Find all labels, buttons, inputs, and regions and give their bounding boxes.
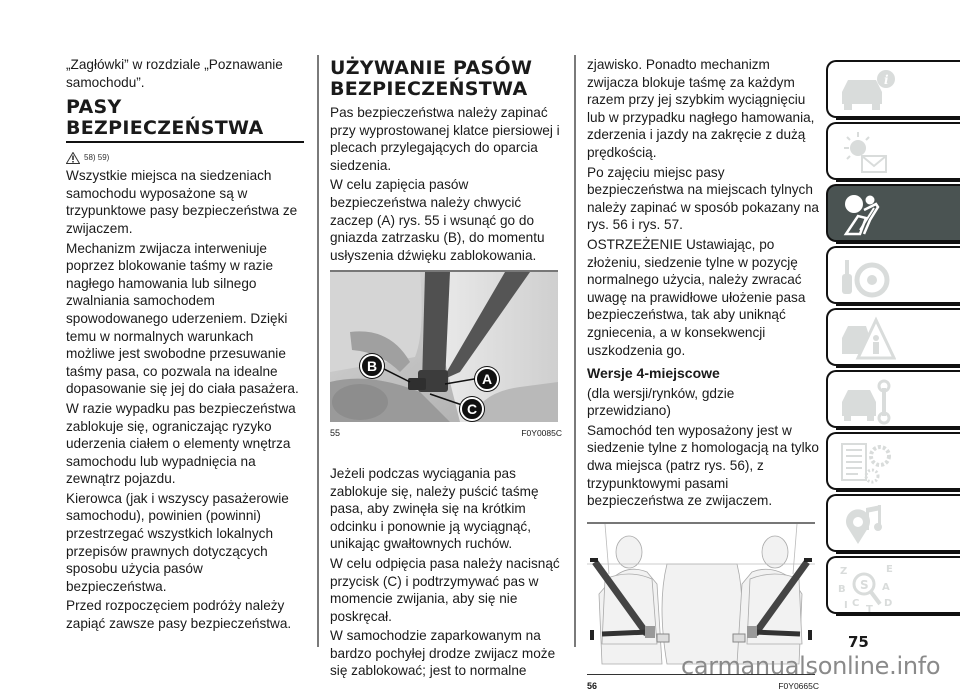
light-message-icon <box>836 128 896 178</box>
tab-divider <box>836 118 960 120</box>
callout-B: B <box>360 354 384 378</box>
figure-56-caption <box>587 678 819 695</box>
car-info-icon <box>836 66 896 116</box>
paragraph: Jeżeli podczas wyciągania pas zablokuje się, należy puścić taśmę pasa, aby zwinęła się na krótkim odcinku i ponownie ją wyciągnąć, unikając gwałtownych ruchów. <box>330 465 539 552</box>
intro-text: „Zagłówki” w rozdziale „Poznawanie samochodu”. <box>66 57 283 90</box>
heading-line-1: PASY <box>66 96 122 119</box>
callout-C: C <box>460 397 484 421</box>
tab-technical-data[interactable] <box>826 432 960 490</box>
paragraph: Mechanizm zwijacza interweniuje poprzez blokowanie taśmy w razie nagłego hamowania lub silnego zwalniania samochodem spowodowanego uderzeniem. Dzięki temu w normalnych warunkach możliwe jest swobodne przesuwanie taśmy pasa, co pozwala na idealne dopasowanie się jej do ciała pasażera. <box>66 240 299 397</box>
paragraph: W razie wypadku pas bezpieczeństwa zablokuje się, ograniczając ryzyko uderzenia ciałem o elementy wnętrza samochodu lub wypadnięcia na zewnątrz pojazdu. <box>66 400 296 487</box>
warning-references <box>66 151 306 165</box>
tab-maintenance[interactable] <box>826 370 960 428</box>
column-divider <box>574 55 576 647</box>
paragraph: Wszystkie miejsca na siedzeniach samochodu wyposażone są w trzypunktowe pasy bezpieczeństwa ze zwijaczem. <box>66 168 298 236</box>
tab-divider <box>836 490 960 492</box>
tab-multimedia[interactable] <box>826 494 960 552</box>
tab-divider <box>836 366 960 368</box>
figure-number: 55 <box>330 428 341 439</box>
heading-line-1: UŻYWANIE PASÓW <box>330 57 533 79</box>
music-location-icon <box>836 500 896 550</box>
column-2 <box>330 56 562 682</box>
figure-55 <box>330 270 562 443</box>
tab-emergency[interactable] <box>826 308 960 366</box>
tab-starting-driving[interactable] <box>826 246 960 304</box>
svg-text:S: S <box>860 578 869 592</box>
svg-text:D: D <box>884 598 893 609</box>
warning-ref-numbers[interactable]: 58) 59) <box>84 153 110 163</box>
list-gears-icon <box>836 438 896 488</box>
svg-text:Z: Z <box>840 566 848 577</box>
tab-divider <box>836 304 960 306</box>
paragraph: Kierowca (jak i wszyscy pasażerowie samochodu), powinien (powinni) przestrzegać wszystkich lokalnych przepisów prawnych dotyczących sposobu użycia pasów bezpieczeństwa. <box>66 490 289 594</box>
tab-divider <box>836 242 960 244</box>
figure-code: F0Y0085C <box>521 428 562 439</box>
paragraph: zjawisko. Ponadto mechanizm zwijacza blokuje taśmę za każdym razem przy jej szybkim wyciągnięciu lub w przypadku nagłego hamowania, zderzenia i jazdy na zakręcie z dużą prędkością. <box>587 57 815 160</box>
car-wrench-icon <box>836 376 896 426</box>
paragraph: Pas bezpieczeństwa należy zapinać przy wyprostowanej klatce piersiowej i plecach przylegających do oparcia siedzenia. <box>330 105 560 173</box>
tab-divider <box>836 552 960 554</box>
figure-code: F0Y0665C <box>778 680 819 691</box>
column-3 <box>587 56 819 695</box>
svg-text:I: I <box>844 600 848 611</box>
paragraph: W celu zapięcia pasów bezpieczeństwa należy chwycić zaczep (A) rys. 55 i wsunąć go do gniazda zatrzasku (B), do momentu usłyszenia dźwięku zablokowania. <box>330 177 545 263</box>
paragraph: Przed rozpoczęciem podróży należy zapiąć zawsze pasy bezpieczeństwa. <box>66 598 292 632</box>
svg-text:i: i <box>884 73 889 87</box>
tab-dashboard-lights[interactable] <box>826 122 960 180</box>
svg-text:E: E <box>886 564 893 575</box>
svg-text:A: A <box>882 582 890 593</box>
heading-line-2: BEZPIECZEŃSTWA <box>66 117 264 140</box>
figure-55-image <box>330 270 558 422</box>
tab-divider <box>836 180 960 182</box>
section-heading-using-seatbelts <box>330 58 562 100</box>
subheading-note: (dla wersji/rynków, gdzie przewidziano) <box>587 385 735 419</box>
paragraph: OSTRZEŻENIE Ustawiając, po złożeniu, siedzenie tylne w pozycję normalnego użycia, należy zwracać uwagę na prawidłowe ułożenie pasa bezpieczeństwa, tak aby uniknąć zgniecenia, a w konsekwencji uszkodzenia go. <box>587 236 806 358</box>
tab-safety[interactable] <box>826 184 960 242</box>
tab-divider <box>836 428 960 430</box>
watermark: carmanualsonline.info <box>681 652 941 680</box>
alphabet-search-icon <box>836 562 896 612</box>
callout-A: A <box>475 367 499 391</box>
warning-triangle-icon <box>66 152 80 164</box>
page-number: 75 <box>848 633 869 651</box>
seatbelt-airbag-icon <box>836 190 896 240</box>
tab-index[interactable] <box>826 556 960 614</box>
seatbelt-buckle-illustration <box>330 272 558 422</box>
paragraph: Po zajęciu miejsc pasy bezpieczeństwa na miejscach tylnych należy zapinać w sposób pokazany na rys. 56 i rys. 57. <box>587 164 819 233</box>
column-divider <box>317 55 319 647</box>
paragraph: W samochodzie zaparkowanym na bardzo pochyłej drodze zwijacz może się zablokować; jest to normalne <box>330 628 556 679</box>
svg-text:C: C <box>852 598 860 609</box>
subheading-4-seat-versions: Wersje 4-miejscowe <box>587 365 720 382</box>
column-1 <box>66 56 306 635</box>
paragraph: W celu odpięcia pasa należy nacisnąć przycisk (C) i podtrzymywać pas w momencie zwijania, aby się nie poskręcał. <box>330 555 560 624</box>
svg-text:B: B <box>838 584 846 595</box>
tab-divider <box>836 614 960 616</box>
warning-triangle-car-icon <box>836 314 896 364</box>
figure-55-caption <box>330 425 562 443</box>
tab-car-info[interactable] <box>826 60 960 118</box>
svg-text:T: T <box>866 604 873 612</box>
key-steering-wheel-icon <box>836 252 896 302</box>
heading-line-2: BEZPIECZEŃSTWA <box>330 78 528 100</box>
paragraph: Samochód ten wyposażony jest w siedzenie tylne z homologacją na tylko dwa miejsca (patrz rys. 56), z trzypunktowymi pasami bezpieczeństwa ze zwijaczem. <box>587 422 819 509</box>
figure-number: 56 <box>587 680 598 691</box>
section-heading-seatbelts <box>66 97 304 143</box>
